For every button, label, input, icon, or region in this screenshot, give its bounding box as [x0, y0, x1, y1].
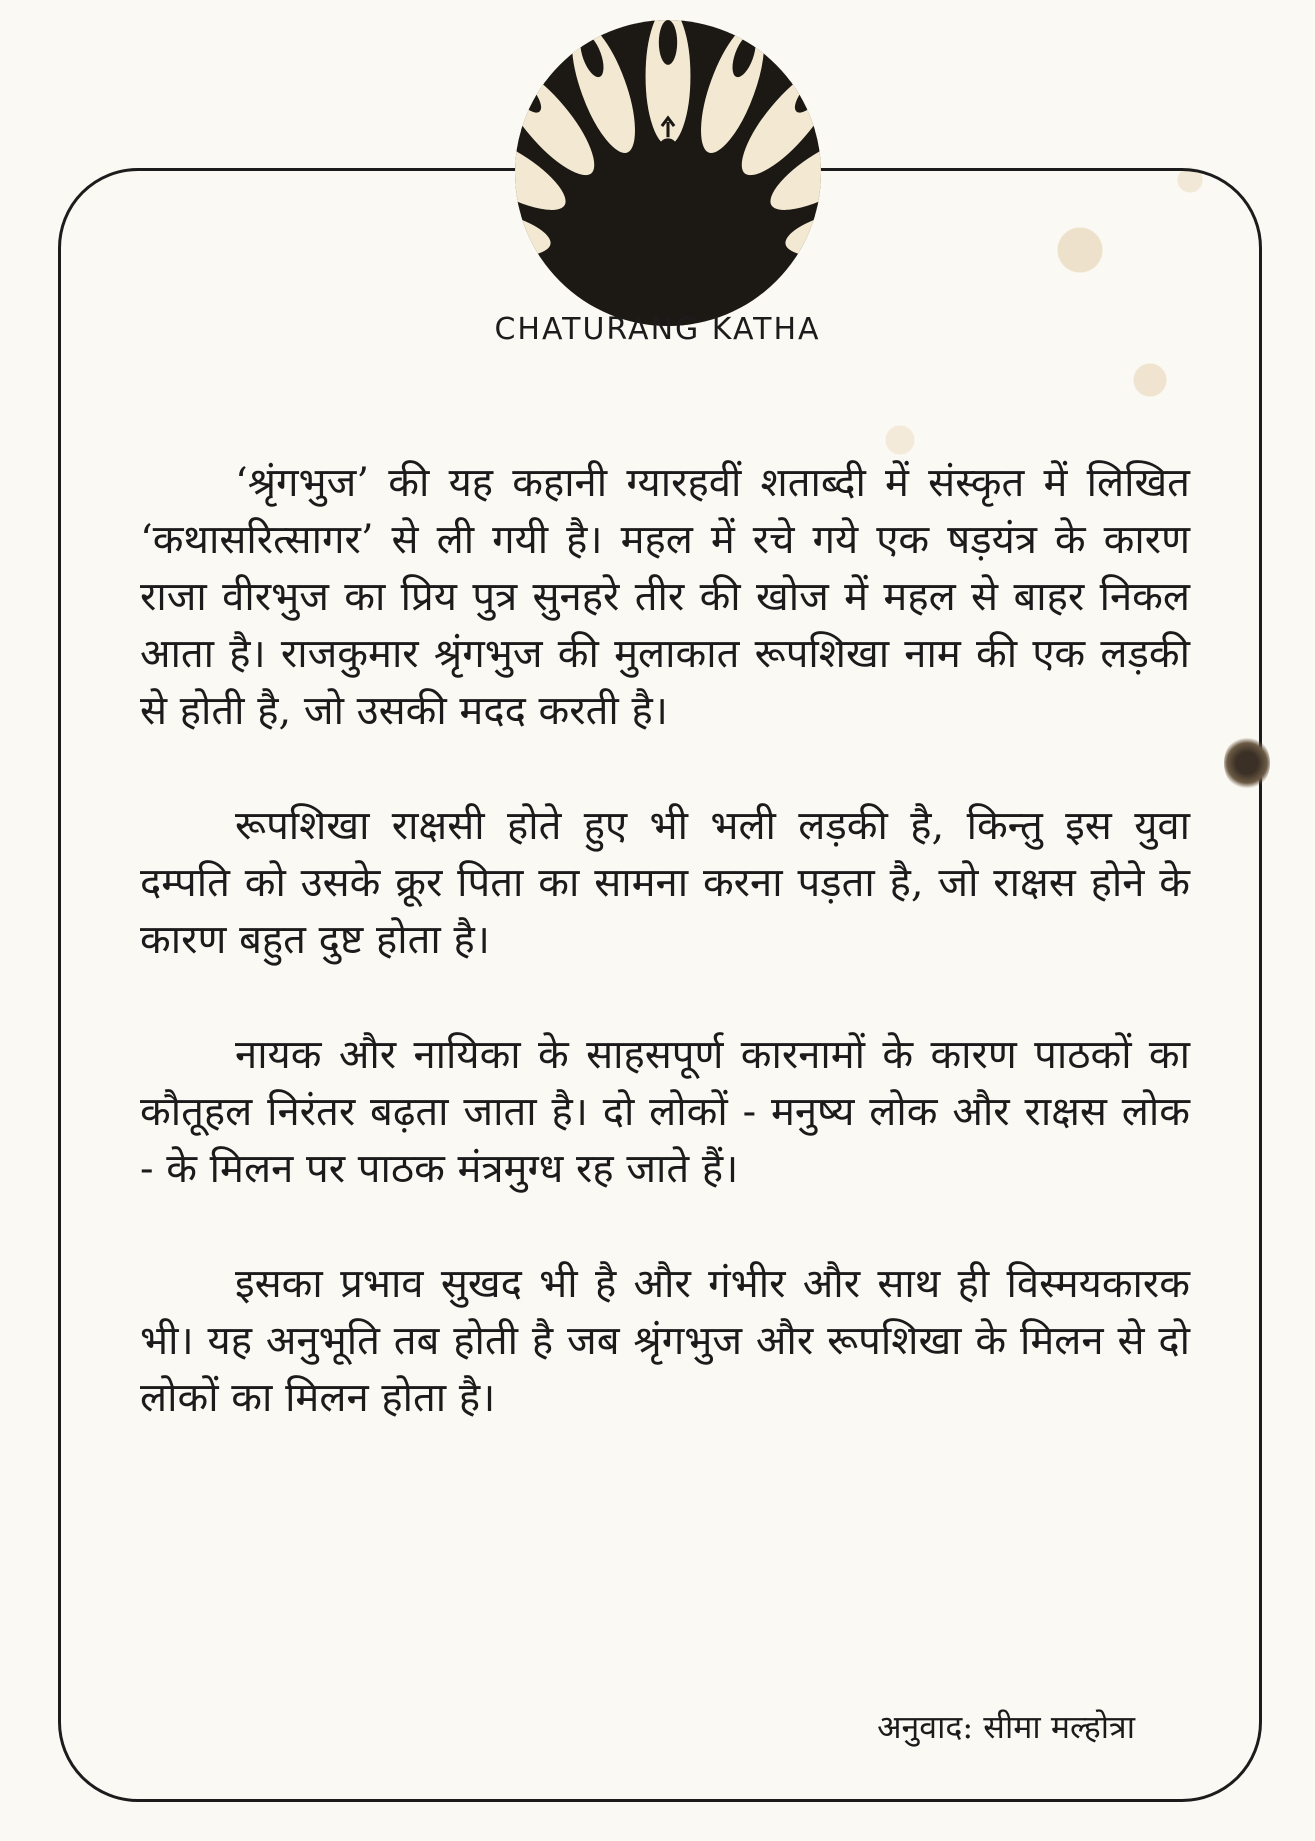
paragraph-3: नायक और नायिका के साहसपूर्ण कारनामों के कारण पाठकों का कौतूहल निरंतर बढ़ता जाता है। दो लोकों - मनुष्य लोक और राक्षस लोक - के मिलन पर पाठक मंत्रमुग्ध रह जाते हैं। [140, 1032, 1190, 1192]
peacock-emblem-icon [515, 20, 821, 326]
logo-title: CHATURANG KATHA [494, 312, 821, 347]
paragraph-4: इसका प्रभाव सुखद भी है और गंभीर और साथ ही विस्मयकारक भी। यह अनुभूति तब होती है जब श्रृंगभुज और रूपशिखा के मिलन से दो लोकों का मिलन होता है। [140, 1261, 1190, 1421]
story-description [140, 455, 1190, 1485]
paragraph-1: ‘श्रृंगभुज’ की यह कहानी ग्यारहवीं शताब्दी में संस्कृत में लिखित ‘कथासरित्सागर’ से ली गयी है। महल में रचे गये एक षड़यंत्र के कारण राजा वीरभुज का प्रिय पुत्र सुनहरे तीर की खोज में महल से बाहर निकल आता है। राजकुमार श्रृंगभुज की मुलाकात रूपशिखा नाम की एक लड़की से होती है, जो उसकी मदद करती है। [140, 460, 1190, 734]
paragraph-2: रूपशिखा राक्षसी होते हुए भी भली लड़की है, किन्तु इस युवा दम्पति को उसके क्रूर पिता का सामना करना पड़ता है, जो राक्षस होने के कारण बहुत दुष्ट होता है। [140, 803, 1190, 963]
stain-mark [1224, 735, 1270, 791]
translator-credit: अनुवाद: सीमा मल्होत्रा [877, 1708, 1135, 1746]
